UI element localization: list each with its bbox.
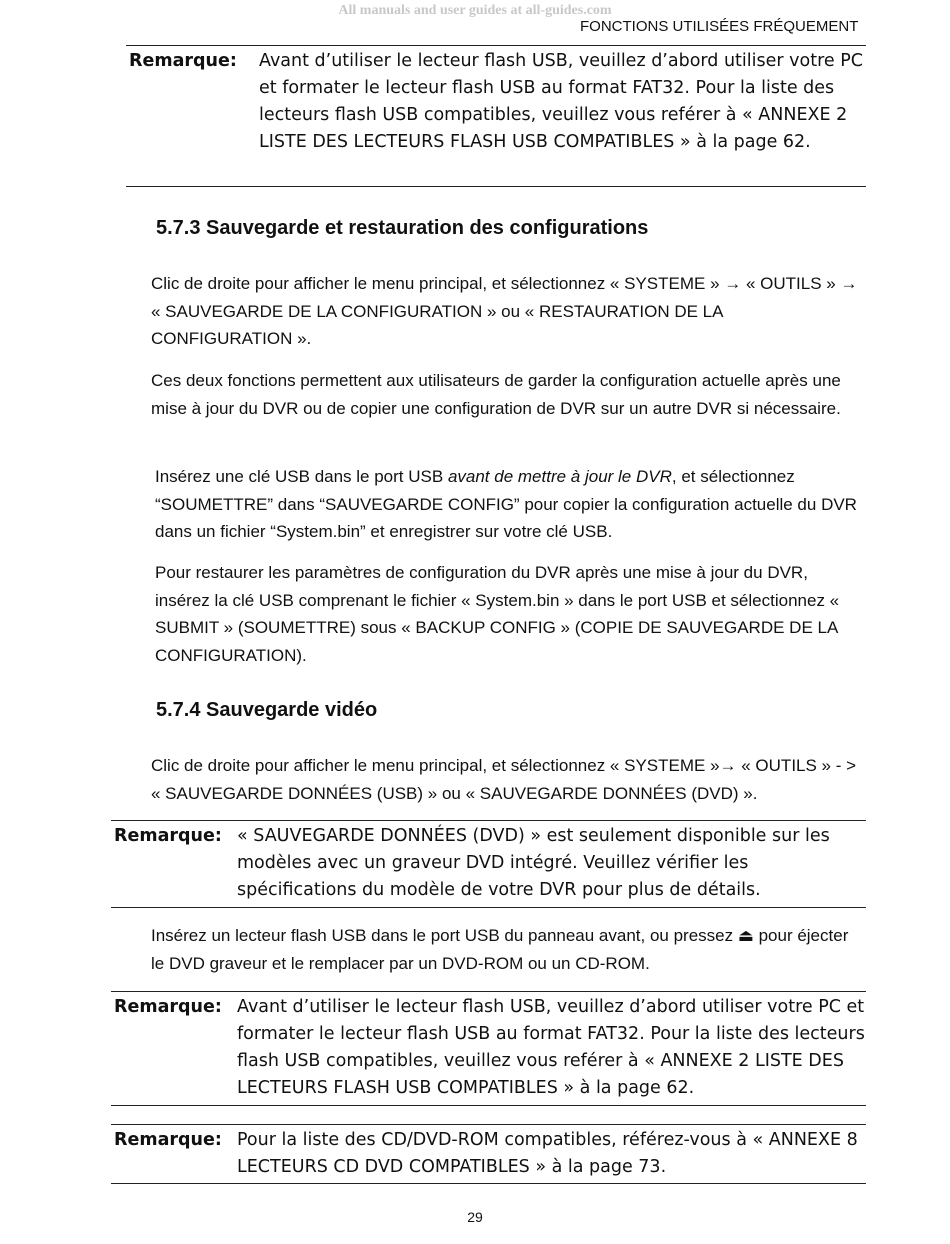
- page-number: 29: [467, 1209, 483, 1225]
- paragraph-text: Insérez un lecteur flash USB dans le port USB du panneau avant, ou pressez: [151, 926, 738, 945]
- note-text: Pour la liste des CD/DVD-ROM compatibles, référez-vous à « ANNEXE 8 LECTEURS CD DVD COMPATIBLES » à la page 73.: [237, 1130, 858, 1177]
- divider: [126, 186, 866, 187]
- note-label: Remarque:: [129, 51, 237, 71]
- note-text: Avant d’utiliser le lecteur flash USB, veuillez d’abord utiliser votre PC et formater le lecteur flash USB au format FAT32. Pour la liste des lecteurs flash USB compatibles, veuillez vous reférer à « ANNEXE 2 LISTE DES LECTEURS FLASH USB COMPATIBLES » à la page 62.: [237, 997, 865, 1098]
- paragraph-text: pour éjecter le DVD graveur et le remplacer par un DVD-ROM ou un CD-ROM.: [151, 926, 849, 973]
- paragraph: [155, 463, 866, 546]
- note-label: Remarque:: [114, 826, 222, 846]
- divider: [111, 907, 866, 908]
- paragraph: [151, 922, 866, 977]
- note-box: [114, 823, 865, 904]
- divider: [111, 1105, 866, 1106]
- section-heading: 5.7.3 Sauvegarde et restauration des configurations: [156, 217, 649, 239]
- emphasis-text: avant de mettre à jour le DVR: [447, 467, 672, 486]
- note-box: [129, 48, 865, 156]
- divider: [111, 1124, 866, 1125]
- watermark: All manuals and user guides at all-guides.com: [338, 3, 612, 18]
- divider: [111, 991, 866, 992]
- note-box: [114, 994, 865, 1102]
- paragraph-text: , et sélectionnez “SOUMETTRE” dans “SAUVEGARDE CONFIG” pour copier la configuration actuelle du DVR dans un fichier “System.bin” et enregistrer sur votre clé USB.: [155, 467, 857, 541]
- note-text: « SAUVEGARDE DONNÉES (DVD) » est seulement disponible sur les modèles avec un graveur DVD intégré. Veuillez vérifier les spécifications du modèle de votre DVR pour plus de détails.: [237, 826, 830, 900]
- paragraph: Pour restaurer les paramètres de configuration du DVR après une mise à jour du DVR, insérez la clé USB comprenant le fichier « System.bin » dans le port USB et sélectionnez « SUBMIT » (SOUMETTRE) sous « BACKUP CONFIG » (COPIE DE SAUVEGARDE DE LA CONFIGURATION).: [155, 563, 840, 665]
- eject-icon: ⏏: [737, 926, 754, 945]
- section-heading: 5.7.4 Sauvegarde vidéo: [156, 699, 378, 721]
- note-label: Remarque:: [114, 997, 222, 1017]
- paragraph: Clic de droite pour afficher le menu principal, et sélectionnez « SYSTEME » → « OUTILS » → « SAUVEGARDE DE LA CONFIGURATION » ou « RESTAURATION DE LA CONFIGURATION ».: [151, 274, 858, 348]
- note-box: [114, 1127, 865, 1181]
- divider: [126, 45, 866, 46]
- divider: [111, 820, 866, 821]
- note-text: Avant d’utiliser le lecteur flash USB, veuillez d’abord utiliser votre PC et formater le lecteur flash USB au format FAT32. Pour la liste des lecteurs flash USB compatibles, veuillez vous reférer à « ANNEXE 2 LISTE DES LECTEURS FLASH USB COMPATIBLES » à la page 62.: [259, 51, 863, 152]
- paragraph: Clic de droite pour afficher le menu principal, et sélectionnez « SYSTEME »→ « OUTILS » - > « SAUVEGARDE DONNÉES (USB) » ou « SAUVEGARDE DONNÉES (DVD) ».: [151, 756, 857, 803]
- paragraph: Ces deux fonctions permettent aux utilisateurs de garder la configuration actuelle après une mise à jour du DVR ou de copier une configuration de DVR sur un autre DVR si nécessaire.: [151, 371, 841, 418]
- note-label: Remarque:: [114, 1130, 222, 1150]
- paragraph-text: Insérez une clé USB dans le port USB: [155, 467, 448, 486]
- divider: [111, 1183, 866, 1184]
- running-head: FONCTIONS UTILISÉES FRÉQUEMENT: [580, 18, 859, 35]
